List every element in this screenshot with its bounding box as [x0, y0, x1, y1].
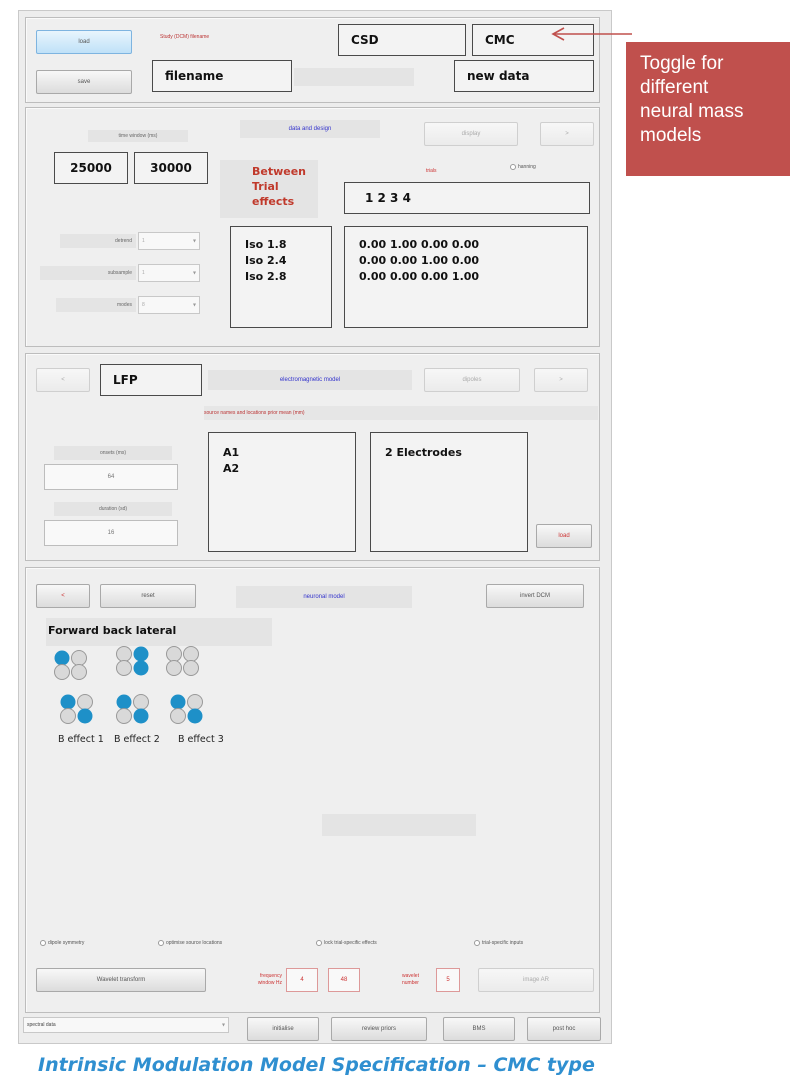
em-next-button[interactable]: >: [534, 368, 588, 392]
node-2: [134, 647, 149, 662]
trial-inputs-checkbox[interactable]: trial-specific inputs: [474, 940, 523, 946]
modes-select[interactable]: 8 ▾: [138, 296, 200, 314]
node-1: [171, 695, 186, 710]
save-button[interactable]: save: [36, 70, 132, 94]
display-button[interactable]: display: [424, 122, 518, 146]
neuronal-prev-button[interactable]: <: [36, 584, 90, 608]
load-button[interactable]: load: [36, 30, 132, 54]
source-names-box[interactable]: A1 A2: [208, 432, 356, 552]
new-data-button[interactable]: new data: [454, 60, 594, 92]
b-effect-2-label: B effect 2: [114, 734, 160, 745]
em-load-button[interactable]: load: [536, 524, 592, 548]
bms-button[interactable]: BMS: [443, 1017, 515, 1041]
node-3: [117, 709, 132, 724]
node-1: [55, 651, 70, 666]
hanning-checkbox[interactable]: hanning: [510, 164, 536, 170]
study-filename-label: Study (DCM) filename: [160, 34, 210, 40]
optimise-check-icon[interactable]: [158, 940, 164, 946]
node-2: [78, 695, 93, 710]
node-1: [117, 695, 132, 710]
spm-dcm-window: [18, 10, 612, 1044]
detrend-select[interactable]: 1 ▾: [138, 232, 200, 250]
b-effect-2-icon[interactable]: [114, 692, 154, 726]
post-hoc-button[interactable]: post hoc: [527, 1017, 601, 1041]
trial-inputs-check-icon[interactable]: [474, 940, 480, 946]
node-4: [184, 661, 199, 676]
wavelet-number-field[interactable]: 5: [436, 968, 460, 992]
lock-check-icon[interactable]: [316, 940, 322, 946]
trials-label: trials: [426, 168, 437, 174]
time-window-label: time window (ms): [88, 130, 188, 142]
b-effect-1-icon[interactable]: [58, 692, 98, 726]
initialise-button[interactable]: initialise: [247, 1017, 319, 1041]
neuronal-panel: [25, 567, 600, 1013]
analysis-type-select[interactable]: spectral data ▾: [23, 1017, 229, 1033]
dipoles-button[interactable]: dipoles: [424, 368, 520, 392]
optimise-locations-checkbox[interactable]: optimise source locations: [158, 940, 222, 946]
design-next-button[interactable]: >: [540, 122, 594, 146]
invert-dcm-button[interactable]: invert DCM: [486, 584, 584, 608]
filename-field[interactable]: filename: [152, 60, 292, 92]
time-end-field[interactable]: 30000: [134, 152, 208, 184]
onsets-label: onsets (ms): [54, 446, 172, 460]
electromagnetic-model-title: electromagnetic model: [208, 370, 412, 390]
modes-label: modes: [56, 298, 136, 312]
reset-button[interactable]: reset: [100, 584, 196, 608]
electrodes-box[interactable]: 2 Electrodes: [370, 432, 528, 552]
node-2: [134, 695, 149, 710]
freq-low-field[interactable]: 4: [286, 968, 318, 992]
detrend-label: detrend: [60, 234, 136, 248]
toggle-arrow-icon: [548, 26, 634, 42]
dipole-symmetry-checkbox[interactable]: dipole symmetry: [40, 940, 84, 946]
node-4: [78, 709, 93, 724]
node-2: [184, 647, 199, 662]
filename-display: [294, 68, 414, 86]
b-effect-3-label: B effect 3: [178, 734, 224, 745]
subsample-select[interactable]: 1 ▾: [138, 264, 200, 282]
node-3: [61, 709, 76, 724]
node-3: [171, 709, 186, 724]
design-matrix-box[interactable]: 0.00 1.00 0.00 0.00 0.00 0.00 1.00 0.00 0.00 0.00 0.00 1.00: [344, 226, 588, 328]
em-prev-button[interactable]: <: [36, 368, 90, 392]
node-1: [167, 647, 182, 662]
time-start-field[interactable]: 25000: [54, 152, 128, 184]
trials-header-bg: [344, 162, 594, 178]
csd-toggle[interactable]: CSD: [338, 24, 466, 56]
frequency-window-label: frequency window Hz: [257, 973, 282, 986]
node-3: [117, 661, 132, 676]
node-2: [188, 695, 203, 710]
connections-label: Forward back lateral: [48, 624, 177, 637]
onsets-field[interactable]: 64: [44, 464, 178, 490]
file-panel: [25, 17, 600, 103]
cmc-toggle[interactable]: CMC: [472, 24, 594, 56]
effect-names-box[interactable]: Iso 1.8 Iso 2.4 Iso 2.8: [230, 226, 332, 328]
node-4: [72, 665, 87, 680]
lock-effects-checkbox[interactable]: lock trial-specific effects: [316, 940, 377, 946]
source-names-label: source names and locations prior mean (mm): [204, 406, 598, 420]
image-ar-button[interactable]: image AR: [478, 968, 594, 992]
b-effect-1-label: B effect 1: [58, 734, 104, 745]
chevron-down-icon: ▾: [192, 238, 196, 245]
slide-caption: Intrinsic Modulation Model Specification – CMC type: [38, 1054, 595, 1076]
chevron-down-icon: ▾: [192, 302, 196, 309]
node-4: [188, 709, 203, 724]
data-design-title: data and design: [240, 120, 380, 138]
backward-connection-icon[interactable]: [114, 644, 154, 678]
dipole-symmetry-check-icon[interactable]: [40, 940, 46, 946]
node-3: [167, 661, 182, 676]
lfp-field[interactable]: LFP: [100, 364, 202, 396]
data-design-panel: [25, 107, 600, 347]
chevron-down-icon: ▾: [192, 270, 196, 277]
wavelet-number-label: wavelet number: [402, 973, 419, 986]
toggle-callout: Toggle for different neural mass models: [626, 42, 790, 176]
trials-field[interactable]: 1 2 3 4: [344, 182, 590, 214]
node-4: [134, 709, 149, 724]
b-effect-3-icon[interactable]: [168, 692, 208, 726]
subsample-label: subsample: [40, 266, 136, 280]
neuronal-blank-2: [322, 814, 476, 836]
wavelet-transform-button[interactable]: Wavelet transform: [36, 968, 206, 992]
node-4: [134, 661, 149, 676]
node-1: [61, 695, 76, 710]
neuronal-model-title: neuronal model: [236, 586, 412, 608]
node-2: [72, 651, 87, 666]
chevron-down-icon: ▾: [221, 1022, 225, 1029]
duration-field[interactable]: 16: [44, 520, 178, 546]
review-priors-button[interactable]: review priors: [331, 1017, 427, 1041]
electromagnetic-panel: [25, 353, 600, 561]
lateral-connection-icon[interactable]: [164, 644, 204, 678]
node-1: [117, 647, 132, 662]
hanning-check-icon[interactable]: [510, 164, 516, 170]
freq-high-field[interactable]: 48: [328, 968, 360, 992]
node-3: [55, 665, 70, 680]
between-trial-effects-label: Between Trial effects: [252, 165, 307, 208]
forward-connection-icon[interactable]: [52, 648, 92, 682]
duration-label: duration (sd): [54, 502, 172, 516]
